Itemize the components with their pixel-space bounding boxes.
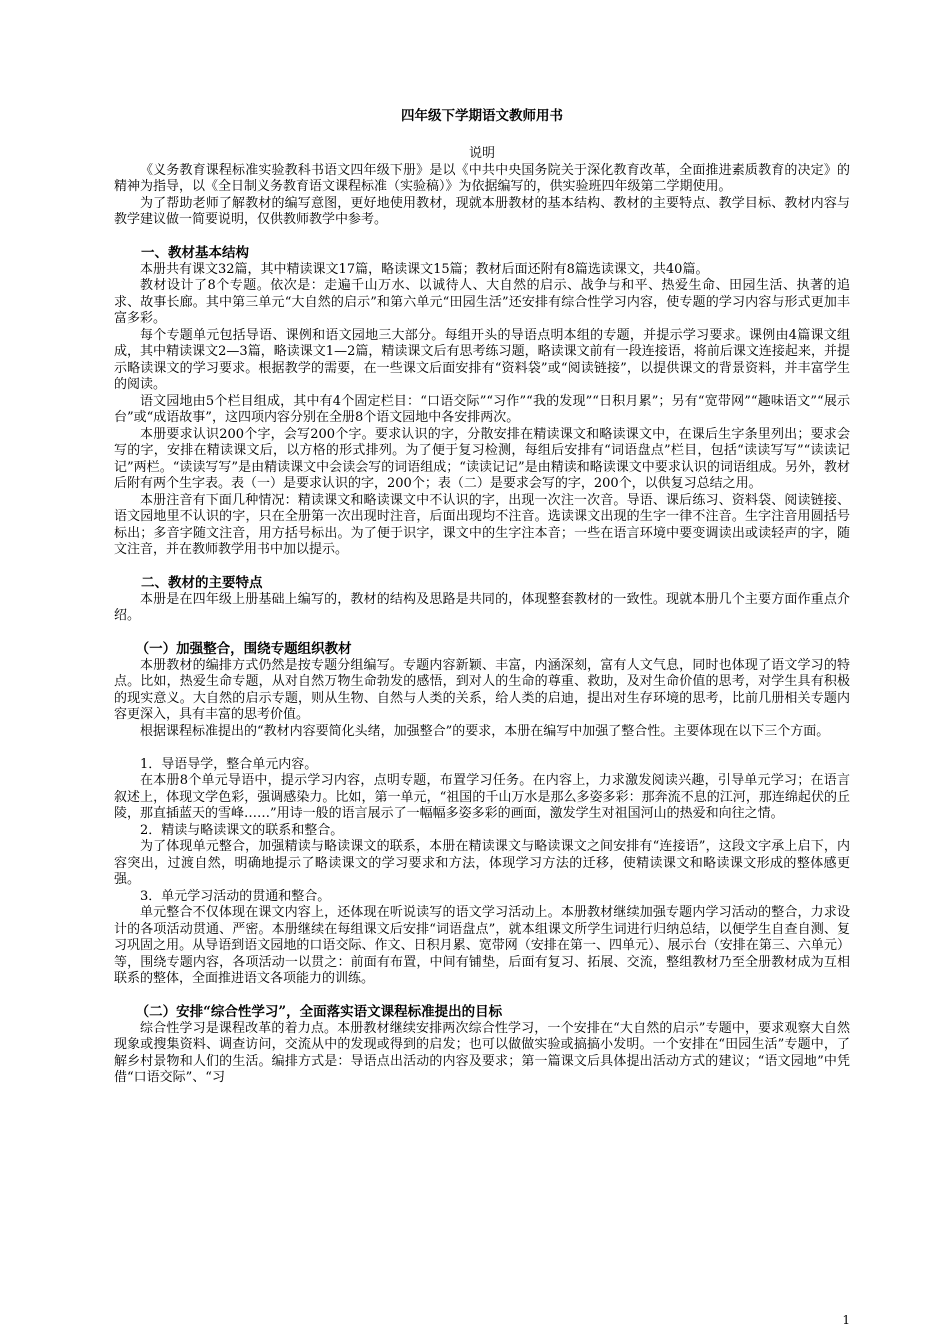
subsection-heading: （二）安排“综合性学习”，全面落实语文课程标准提出的目标 (135, 1004, 503, 1020)
body-paragraph: 单元整合不仅体现在课文内容上，还体现在听说读写的语文学习活动上。本册教材继续加强专题内学习活动的整合，力求设计的各项活动贯通、严密。本册继续在每组课文后安排“词语盘点”，就本组课文所学生词进行归纳总结，以便学生自查自测、复习巩固之用。从导语到语文园地的口语交际、作文、日积月累、宽带网（安排在第一、四单元）、展示台（安排在第三、六单元）等，围绕专题内容，各项活动一以贯之：前面有布置，中间有铺垫，后面有复习、拓展、交流，整组教材乃至全册教材成为互相联系的整体，全面推进语文各项能力的训练。 (114, 905, 850, 986)
body-paragraph: 在本册8个单元导语中，提示学习内容，点明专题，布置学习任务。在内容上，力求激发阅读兴趣，引导单元学习；在语言叙述上，体现文学色彩，强调感染力。比如，第一单元，“祖国的千山万水是那么多姿多彩：那奔流不息的江河，那连绵起伏的丘陵，那直插蓝天的雪峰……”用诗一般的语言展示了一幅幅多姿多彩的画面，激发学生对祖国河山的热爱和向往之情。 (114, 773, 850, 821)
document-subtitle: 说明 (468, 146, 495, 161)
list-item-title: 3．单元学习活动的贯通和整合。 (140, 888, 331, 904)
body-paragraph: 本册要求认识200个字，会写200个字。要求认识的字，分散安排在精读课文和略读课文中，在课后生字条里列出；要求会写的字，安排在精读课文后，以方格的形式排列。为了便于复习检测，每组后安排有“词语盘点”栏目，包括“读读写写”“读读记记”两栏。“读读写写”是由精读课文中会读会写的词语组成；“读读记记”是由精读和略读课文中要求认识的词语组成。另外，教材后附有两个生字表。表（一）是要求认识的字，200个；表（二）是要求会写的字，200个，以供复习总结之用。 (114, 426, 850, 491)
body-paragraph: 每个专题单元包括导语、课例和语文园地三大部分。每组开头的导语点明本组的专题，并提示学习要求。课例由4篇课文组成，其中精读课文2—3篇，略读课文1—2篇，精读课文后有思考练习题，略读课文前有一段连接语，将前后课文连接起来，并提示略读课文的学习要求。根据教学的需要，在一些课文后面安排有“资料袋”或“阅读链接”，以提供课文的背景资料，并丰富学生的阅读。 (114, 327, 850, 392)
body-paragraph: 教材设计了8个专题。依次是：走遍千山万水、以诚待人、大自然的启示、战争与和平、热爱生命、田园生活、执著的追求、故事长廊。其中第三单元“大自然的启示”和第六单元“田园生活”还安排有综合性学习内容，使专题的学习内容与形式更加丰富多彩。 (114, 278, 850, 326)
section-heading: 二、教材的主要特点 (141, 575, 263, 591)
body-paragraph: 本册是在四年级上册基础上编写的，教材的结构及思路是共同的，体现整套教材的一致性。现就本册几个主要方面作重点介绍。 (114, 591, 850, 623)
body-paragraph: 语文园地由5个栏目组成，其中有4个固定栏目：“口语交际”“习作”“我的发现”“日积月累”；另有“宽带网”“趣味语文”“展示台”或“成语故事”，这四项内容分别在全册8个语文园地中各安排两次。 (114, 393, 850, 425)
document-page (114, 108, 850, 1087)
intro-paragraph: 《义务教育课程标准实验教科书语文四年级下册》是以《中共中央国务院关于深化教育改革，全面推进素质教育的决定》的精神为指导，以《全日制义务教育语文课程标准（实验稿）》为依据编写的，供实验班四年级第二学期使用。 (114, 162, 850, 194)
body-paragraph: 根据课程标准提出的“教材内容要简化头绪，加强整合”的要求，本册在编写中加强了整合性。主要体现在以下三个方面。 (140, 723, 830, 739)
list-item-title: 1．导语导学，整合单元内容。 (140, 756, 318, 772)
body-paragraph: 综合性学习是课程改革的着力点。本册教材继续安排两次综合性学习，一个安排在“大自然的启示”专题中，要求观察大自然现象或搜集资料、调查访问，交流从中的发现或得到的启发；也可以做做实验或搞搞小发明。一个安排在“田园生活”专题中，了解乡村景物和人们的生活。编排方式是：导语点出活动的内容及要求；第一篇课文后具体提出活动方式的建议；“语文园地”中凭借“口语交际”、“习 (114, 1020, 850, 1085)
list-item-title: 2．精读与略读课文的联系和整合。 (140, 822, 344, 838)
subsection-heading: （一）加强整合，围绕专题组织教材 (135, 641, 352, 657)
body-paragraph: 为了体现单元整合，加强精读与略读课文的联系，本册在精读课文与略读课文之间安排有“连接语”，这段文字承上启下，内容突出，过渡自然，明确地提示了略读课文的学习要求和方法，体现学习方法的迁移，使精读课文和略读课文形成的整体感更强。 (114, 839, 850, 887)
body-paragraph: 本册共有课文32篇，其中精读课文17篇，略读课文15篇；教材后面还附有8篇选读课文，共40篇。 (140, 261, 709, 277)
page-number: 1 (842, 1313, 850, 1327)
body-paragraph: 本册注音有下面几种情况：精读课文和略读课文中不认识的字，出现一次注一次音。导语、课后练习、资料袋、阅读链接、语文园地里不认识的字，只在全册第一次出现时注音，后面出现均不注音。选读课文出现的生字一律不注音。生字注音用圆括号标出；多音字随文注音，用方括号标出。为了便于识字，课文中的生字注本音；一些在语言环境中要变调读出或读轻声的字，随文注音，并在教师教学用书中加以提示。 (114, 492, 850, 557)
intro-paragraph: 为了帮助老师了解教材的编写意图，更好地使用教材，现就本册教材的基本结构、教材的主要特点、教学目标、教材内容与教学建议做一简要说明，仅供教师教学中参考。 (114, 195, 850, 227)
document-title: 四年级下学期语文教师用书 (401, 108, 563, 124)
section-heading: 一、教材基本结构 (141, 245, 249, 261)
body-paragraph: 本册教材的编排方式仍然是按专题分组编写。专题内容新颖、丰富，内涵深刻，富有人文气息，同时也体现了语文学习的特点。比如，热爱生命专题，从对自然万物生命勃发的感悟，到对人的生命的尊重、救助，及对生命价值的思考，对学生具有积极的现实意义。大自然的启示专题，则从生物、自然与人类的关系，给人类的启迪，提出对生存环境的思考，比前几册相关专题内容更深入，具有丰富的思考价值。 (114, 657, 850, 722)
